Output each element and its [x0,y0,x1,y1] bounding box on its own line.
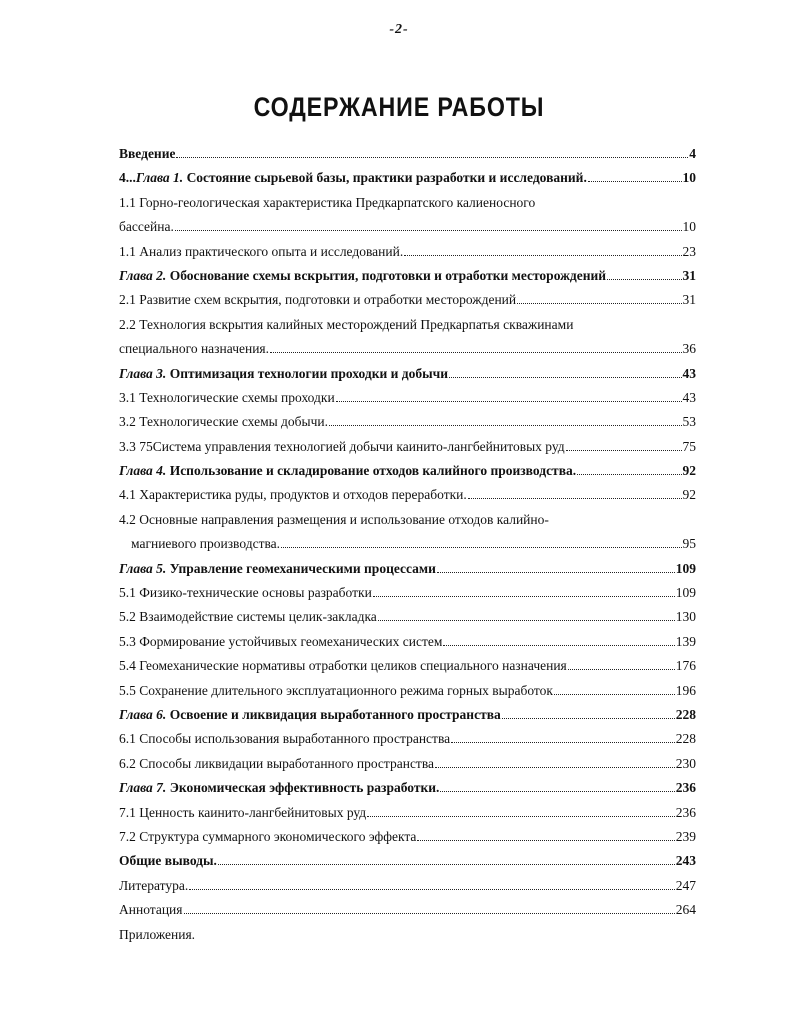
leader-dots [176,148,688,158]
toc-entry-chapter-4 [119,459,696,483]
leader-dots [568,660,675,670]
toc-page-number: 176 [675,658,696,674]
toc-entry-text: 1.1 Анализ практического опыта и исследований. [119,243,404,259]
leader-dots [373,587,675,597]
toc-entry-text: 3.2 Технологические схемы добычи. [119,414,329,430]
leader-dots [175,221,682,231]
toc-entry-section-5-5 [119,679,696,703]
chapter-title: Оптимизация технологии проходки и добычи [166,365,449,381]
toc-entry-text: 7.2 Структура суммарного экономического эффекта [119,828,417,844]
toc-page-number: 130 [675,609,696,625]
leader-dots [517,294,681,304]
toc-entry-section-3-1 [119,386,696,410]
toc-entry-text [119,459,576,483]
toc-entry-section-7-2 [119,825,696,849]
toc-page-number: 75 [682,438,696,454]
toc-entry-text [119,166,587,190]
toc-entry-section-7-1 [119,801,696,825]
chapter-title: Состояние сырьевой базы, практики разработки и исследований. [183,170,587,186]
toc-page-number: 264 [675,902,696,918]
toc-page-number: 43 [682,389,696,405]
toc-entry-text: 2.1 Развитие схем вскрытия, подготовки и отработки месторождений [119,292,517,308]
leader-dots [281,538,681,548]
leader-dots [404,246,681,256]
toc-entry-text: 5.2 Взаимодействие системы целик-закладка [119,609,377,625]
chapter-label: Глава 3. [119,365,167,381]
chapter-label: Глава 1. [135,170,184,186]
toc-entry-section-1-1 [119,215,696,239]
leader-dots [443,636,674,646]
toc-entry-section-2-1 [119,288,696,312]
toc-entry-section-4-2-line1: 4.2 Основные направления размещения и использование отходов калийно- [119,511,549,527]
toc-entry-chapter-7 [119,776,696,800]
toc-entry-introduction [119,142,696,166]
toc-entry-chapter-1 [119,166,696,190]
toc-entry-section-1-2 [119,240,696,264]
toc-entry-section-4-1 [119,483,696,507]
toc-page-number: 4 [689,146,696,161]
leader-dots [502,709,675,719]
leader-dots [336,392,682,402]
toc-entry-text [119,557,436,581]
toc-entry-text: Литература. [119,877,189,893]
toc-entry-chapter-3 [119,362,696,386]
toc-entry-text [119,264,606,288]
toc-entry-literature [119,874,696,898]
leader-dots [554,685,675,695]
toc-page-number: 92 [682,487,696,503]
chapter-title: Использование и складирование отходов калийного производства. [166,463,577,479]
toc-page-number: 92 [682,463,696,479]
toc-entry-annotation [119,898,696,922]
toc-page-number: 109 [675,560,696,576]
chapter-label: Глава 5. [119,560,167,576]
toc-page-number: 236 [675,780,696,796]
toc-entry-text: 5.1 Физико-технические основы разработки [119,585,372,601]
leader-dots [218,855,675,865]
chapter-label: Глава 6. [119,706,167,722]
toc-page-number: 109 [675,585,696,601]
toc-page-number: 53 [682,414,696,430]
toc-entry-section-2-2 [119,337,696,361]
toc-page-number: 196 [675,682,696,698]
toc-entry-text: 6.1 Способы использования выработанного пространства [119,731,451,747]
toc-entry-text: 3.3 75Система управления технологией добычи каинито-лангбейнитовых руд [119,438,565,454]
toc-page-number: 43 [682,365,696,381]
toc-page-number: 10 [682,219,696,235]
leader-dots [270,343,681,353]
toc-page-number: 10 [682,170,696,186]
toc-entry-text: магниевого производства. [131,536,281,552]
toc-page-number: 239 [675,828,696,844]
toc-page-number: 23 [682,243,696,259]
toc-entry-section-6-2 [119,752,696,776]
toc-entry-text [119,703,501,727]
chapter-title: Обоснование схемы вскрытия, подготовки и отработки месторождений [166,267,607,283]
leader-dots [367,807,675,817]
toc-entry-text: Общие выводы. [119,853,217,869]
toc-page-number: 139 [675,633,696,649]
chapter-title: Освоение и ликвидация выработанного пространства [166,706,501,722]
toc-entry-section-1-1-line1: 1.1 Горно-геологическая характеристика Предкарпатского калиеносного [119,194,536,210]
leader-dots [451,733,675,743]
chapter-label: Глава 2. [119,267,167,283]
chapter-title: Экономическая эффективность разработки. [166,780,440,796]
toc-entry-section-3-2 [119,410,696,434]
toc-entry-text: 5.4 Геомеханические нормативы отработки целиков специального назначения [119,658,567,674]
toc-entry-chapter-6 [119,703,696,727]
toc-entry-text: 6.2 Способы ликвидации выработанного пространства [119,755,435,771]
toc-page-number: 247 [675,877,696,893]
toc-entry-conclusions [119,849,696,873]
page-number: -2- [389,22,409,37]
toc-entry-text: Введение [119,146,176,161]
toc-entry-section-4-2 [119,532,696,556]
toc-entry-text: 7.1 Ценность каинито-лангбейнитовых руд [119,804,367,820]
toc-entry-appendix: Приложения. [119,926,196,942]
leader-dots [378,611,675,621]
leader-dots [189,880,674,890]
toc-page-number: 228 [675,706,696,722]
leader-dots [577,465,681,475]
leader-dots [607,270,681,280]
toc-entry-text: специального назначения. [119,341,270,357]
page-title: СОДЕРЖАНИЕ РАБОТЫ [253,92,545,122]
chapter-label: Глава 7. [119,780,167,796]
toc-page-number: 236 [675,804,696,820]
chapter-title: Управление геомеханическими процессами [166,560,436,576]
leader-dots [588,172,682,182]
toc-entry-section-5-3 [119,630,696,654]
leader-dots [437,563,675,573]
leader-dots [417,831,674,841]
toc-entry-section-5-2 [119,605,696,629]
toc-page-number: 31 [682,267,696,283]
leader-dots [329,416,681,426]
toc-page-number: 230 [675,755,696,771]
toc-entry-section-6-1 [119,727,696,751]
leader-dots [440,782,674,792]
toc-entry-text [119,362,448,386]
toc-page-number: 36 [682,341,696,357]
toc-entry-section-5-1 [119,581,696,605]
toc-entry-chapter-2 [119,264,696,288]
toc-prefix: 4... [119,170,136,186]
toc-page-number: 95 [682,536,696,552]
toc-entry-text: 4.1 Характеристика руды, продуктов и отходов переработки. [119,487,467,503]
chapter-label: Глава 4. [119,463,167,479]
toc-entry-section-2-2-line1: 2.2 Технология вскрытия калийных месторождений Предкарпатья скважинами [119,316,574,332]
toc-page-number: 31 [682,292,696,308]
leader-dots [184,904,675,914]
toc-entry-text: 5.5 Сохранение длительного эксплуатационного режима горных выработок [119,682,553,698]
toc-entry-text: 5.3 Формирование устойчивых геомеханических систем [119,633,443,649]
toc-entry-text: Аннотация [119,902,183,918]
leader-dots [468,489,682,499]
table-of-contents [119,142,696,947]
toc-entry-section-5-4 [119,654,696,678]
toc-entry-text: бассейна. [119,219,174,235]
toc-entry-text [119,776,439,800]
toc-entry-text: 3.1 Технологические схемы проходки [119,389,335,405]
leader-dots [435,758,675,768]
toc-page-number: 243 [675,853,696,869]
toc-page-number: 228 [675,731,696,747]
toc-entry-chapter-5 [119,557,696,581]
leader-dots [566,441,682,451]
toc-entry-section-3-3 [119,435,696,459]
leader-dots [449,368,681,378]
